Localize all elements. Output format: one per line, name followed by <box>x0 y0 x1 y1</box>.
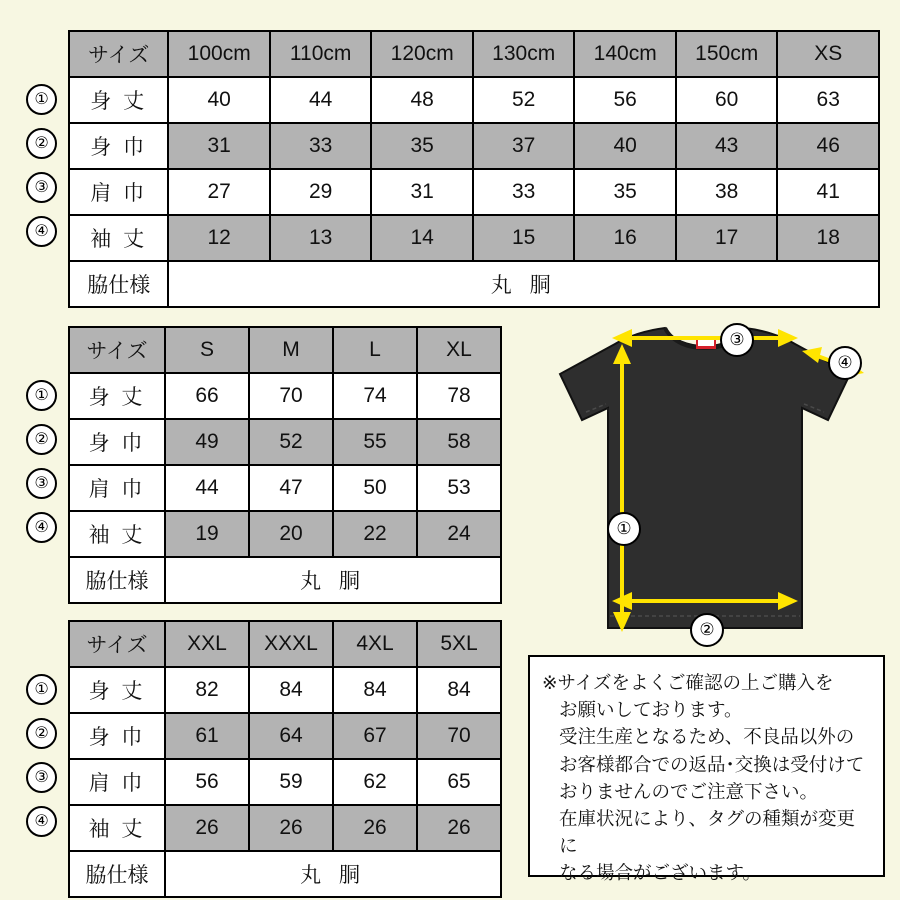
cell-0-3: 78 <box>417 373 501 419</box>
cell-1-0: 49 <box>165 419 249 465</box>
row-label-0: 身 丈 <box>69 667 165 713</box>
marker-3: ③ <box>26 762 57 793</box>
bigsize-size-table <box>68 620 502 898</box>
cell-2-2: 31 <box>371 169 473 215</box>
marker-4: ④ <box>26 806 57 837</box>
table-row <box>69 805 501 851</box>
table-row <box>69 419 501 465</box>
cell-1-2: 55 <box>333 419 417 465</box>
notice-line-4: おりませんのでご注意下さい。 <box>559 780 819 802</box>
cell-3-1: 13 <box>270 215 372 261</box>
table-row <box>69 215 879 261</box>
t-shirt-diagram <box>520 316 890 656</box>
footer-value: 丸 胴 <box>168 261 879 307</box>
row-label-0: 身 丈 <box>69 77 168 123</box>
cell-1-6: 46 <box>777 123 879 169</box>
diagram-marker-2: ② <box>690 613 724 647</box>
header-size-2: L <box>333 327 417 373</box>
cell-3-4: 16 <box>574 215 676 261</box>
cell-3-3: 26 <box>417 805 501 851</box>
adult-size-table <box>68 326 502 604</box>
row-label-2: 肩 巾 <box>69 465 165 511</box>
header-size-label: サイズ <box>69 327 165 373</box>
cell-1-0: 31 <box>168 123 270 169</box>
header-size-1: M <box>249 327 333 373</box>
cell-2-1: 59 <box>249 759 333 805</box>
cell-1-0: 61 <box>165 713 249 759</box>
footer-label: 脇仕様 <box>69 261 168 307</box>
table-header-row <box>69 327 501 373</box>
cell-1-2: 35 <box>371 123 473 169</box>
cell-1-3: 70 <box>417 713 501 759</box>
notice-line-1: お願いしております。 <box>559 699 743 721</box>
cell-0-3: 84 <box>417 667 501 713</box>
header-size-3: XL <box>417 327 501 373</box>
header-size-3: 5XL <box>417 621 501 667</box>
row-label-0: 身 丈 <box>69 373 165 419</box>
footer-label: 脇仕様 <box>69 557 165 603</box>
footer-value: 丸 胴 <box>165 557 501 603</box>
table-row <box>69 77 879 123</box>
header-size-1: 110cm <box>270 31 372 77</box>
kids-size-table-block <box>34 30 880 308</box>
table-header-row <box>69 621 501 667</box>
cell-0-2: 48 <box>371 77 473 123</box>
header-size-4: 140cm <box>574 31 676 77</box>
cell-3-0: 26 <box>165 805 249 851</box>
cell-2-0: 56 <box>165 759 249 805</box>
cell-0-0: 40 <box>168 77 270 123</box>
marker-2: ② <box>26 718 57 749</box>
cell-2-0: 44 <box>165 465 249 511</box>
row-label-2: 肩 巾 <box>69 759 165 805</box>
header-size-2: 4XL <box>333 621 417 667</box>
table-row <box>69 759 501 805</box>
cell-2-1: 47 <box>249 465 333 511</box>
cell-1-3: 37 <box>473 123 575 169</box>
cell-0-0: 82 <box>165 667 249 713</box>
table-row <box>69 169 879 215</box>
marker-1: ① <box>26 380 57 411</box>
cell-3-2: 14 <box>371 215 473 261</box>
cell-1-5: 43 <box>676 123 778 169</box>
cell-3-0: 19 <box>165 511 249 557</box>
header-size-label: サイズ <box>69 31 168 77</box>
row-label-1: 身 巾 <box>69 713 165 759</box>
cell-2-4: 35 <box>574 169 676 215</box>
footer-label: 脇仕様 <box>69 851 165 897</box>
cell-0-4: 56 <box>574 77 676 123</box>
cell-0-5: 60 <box>676 77 778 123</box>
marker-1: ① <box>26 84 57 115</box>
table-row <box>69 373 501 419</box>
table-footer-row <box>69 557 501 603</box>
marker-3: ③ <box>26 468 57 499</box>
cell-3-1: 20 <box>249 511 333 557</box>
table-footer-row <box>69 261 879 307</box>
cell-1-4: 40 <box>574 123 676 169</box>
cell-0-0: 66 <box>165 373 249 419</box>
notice-line-6: なる場合がございます。 <box>559 862 762 884</box>
diagram-marker-1: ① <box>607 512 641 546</box>
marker-3: ③ <box>26 172 57 203</box>
diagram-marker-3: ③ <box>720 323 754 357</box>
cell-3-2: 26 <box>333 805 417 851</box>
header-size-0: S <box>165 327 249 373</box>
notice-line-3: お客様都合での返品･交換は受付けて <box>559 753 865 775</box>
adult-size-table-block <box>34 326 502 604</box>
row-label-3: 袖 丈 <box>69 215 168 261</box>
row-label-3: 袖 丈 <box>69 805 165 851</box>
cell-3-2: 22 <box>333 511 417 557</box>
table-footer-row <box>69 851 501 897</box>
table-row <box>69 713 501 759</box>
table-row <box>69 123 879 169</box>
cell-1-1: 52 <box>249 419 333 465</box>
row-label-3: 袖 丈 <box>69 511 165 557</box>
cell-1-1: 64 <box>249 713 333 759</box>
marker-4: ④ <box>26 216 57 247</box>
cell-2-3: 65 <box>417 759 501 805</box>
header-size-1: XXXL <box>249 621 333 667</box>
shirt-body-shape <box>560 328 850 628</box>
table-row <box>69 667 501 713</box>
table-header-row <box>69 31 879 77</box>
cell-2-5: 38 <box>676 169 778 215</box>
cell-3-1: 26 <box>249 805 333 851</box>
header-size-0: 100cm <box>168 31 270 77</box>
marker-4: ④ <box>26 512 57 543</box>
footer-value: 丸 胴 <box>165 851 501 897</box>
diagram-marker-4: ④ <box>828 346 862 380</box>
cell-2-1: 29 <box>270 169 372 215</box>
cell-0-2: 84 <box>333 667 417 713</box>
cell-1-1: 33 <box>270 123 372 169</box>
cell-0-3: 52 <box>473 77 575 123</box>
marker-1: ① <box>26 674 57 705</box>
table-row <box>69 511 501 557</box>
cell-0-1: 44 <box>270 77 372 123</box>
cell-0-2: 74 <box>333 373 417 419</box>
cell-0-1: 84 <box>249 667 333 713</box>
kids-size-table <box>68 30 880 308</box>
cell-2-2: 50 <box>333 465 417 511</box>
cell-0-1: 70 <box>249 373 333 419</box>
header-size-label: サイズ <box>69 621 165 667</box>
row-label-2: 肩 巾 <box>69 169 168 215</box>
cell-2-3: 33 <box>473 169 575 215</box>
table-row <box>69 465 501 511</box>
header-size-3: 130cm <box>473 31 575 77</box>
cell-2-6: 41 <box>777 169 879 215</box>
cell-3-0: 12 <box>168 215 270 261</box>
brand-tag-inner <box>698 339 714 346</box>
header-size-0: XXL <box>165 621 249 667</box>
cell-3-5: 17 <box>676 215 778 261</box>
cell-2-0: 27 <box>168 169 270 215</box>
cell-2-3: 53 <box>417 465 501 511</box>
notice-line-5: 在庫状況により、タグの種類が変更に <box>559 807 856 857</box>
row-label-1: 身 巾 <box>69 419 165 465</box>
header-size-6: XS <box>777 31 879 77</box>
row-label-1: 身 巾 <box>69 123 168 169</box>
marker-2: ② <box>26 424 57 455</box>
notice-line-2: 受注生産となるため、不良品以外の <box>559 726 855 748</box>
purchase-notice-box <box>528 655 885 884</box>
cell-3-3: 24 <box>417 511 501 557</box>
cell-3-3: 15 <box>473 215 575 261</box>
cell-3-6: 18 <box>777 215 879 261</box>
header-size-5: 150cm <box>676 31 778 77</box>
cell-1-3: 58 <box>417 419 501 465</box>
notice-line-0: ※サイズをよくご確認の上ご購入を <box>542 672 834 693</box>
header-size-2: 120cm <box>371 31 473 77</box>
bigsize-size-table-block <box>34 620 502 898</box>
marker-2: ② <box>26 128 57 159</box>
cell-2-2: 62 <box>333 759 417 805</box>
cell-0-6: 63 <box>777 77 879 123</box>
cell-1-2: 67 <box>333 713 417 759</box>
